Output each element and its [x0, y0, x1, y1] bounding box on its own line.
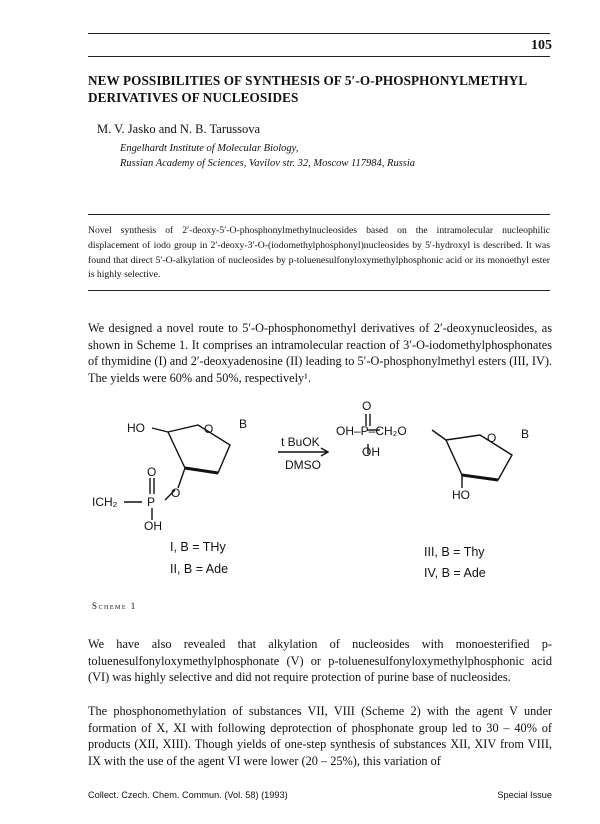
abstract: Novel synthesis of 2′-deoxy-5′-O-phosphonylmethylnucleosides based on the intramolecular nucleophilic displacement of iodo group in 2′-deoxy-3′-O-(iodomethylphosphonyl)nucleosides by 5′-hydroxyl is described. It was found that direct 5′-O-alkylation of nucleosides by p-toluenesulfonyloxymethylphosphonic acid or its monoethyl ester is highly selective.	[88, 225, 550, 281]
compound-label-IV: IV, B = Ade	[424, 566, 486, 580]
atom-po-left: O	[147, 465, 157, 479]
atom-ho-left: HO	[127, 421, 145, 435]
page-number: 105	[531, 38, 552, 53]
scheme-caption: Scheme 1	[92, 601, 137, 611]
footer-journal: Collect. Czech. Chem. Commun. (Vol. 58) (1993)	[88, 790, 288, 800]
paragraph-2: We have also revealed that alkylation of nucleosides with monoesterified p-toluenesulfonyloxymethylphosphonate (V) or p-toluenesulfonyloxymethylphosphonic acid (VI) was highly selective and did not require protection of purine base of nucleosides.	[88, 637, 552, 685]
paper-title: NEW POSSIBILITIES OF SYNTHESIS OF 5′-O-PHOSPHONYLMETHYL DERIVATIVES OF NUCLEOSIDES	[88, 73, 527, 105]
paragraph-3: The phosphonomethylation of substances VII, VIII (Scheme 2) with the agent V under formation of X, XI with following deprotection of phosphonate group led to 30 – 40% of products (XII, XIII). Though yields of one-step synthesis of substances XII, XIV from VIII, IX with the use of the agent VI were lower (20 – 25%), this variation of	[88, 704, 552, 768]
atom-ring-o-left: O	[204, 422, 214, 436]
atom-p-chain-right: OH–P–CH₂O	[336, 424, 407, 438]
affiliation-line-1: Engelhardt Institute of Molecular Biology,	[120, 143, 299, 154]
footer-issue: Special Issue	[497, 790, 552, 800]
affiliation-line-2: Russian Academy of Sciences, Vavilov str. 32, Moscow 117984, Russia	[120, 158, 416, 169]
reagent-tbuok: t BuOK	[281, 435, 320, 449]
atom-po-right: O	[362, 399, 372, 413]
atom-ring-o-right: O	[487, 431, 497, 445]
compound-label-III: III, B = Thy	[424, 545, 485, 559]
reagent-dmso: DMSO	[285, 458, 321, 472]
atom-oh-right: OH	[362, 445, 380, 459]
atom-ho-right: HO	[452, 488, 470, 502]
atom-base-right: B	[521, 427, 530, 441]
atom-oh-left: OH	[144, 519, 162, 533]
compound-label-I: I, B = THy	[170, 540, 226, 554]
atom-ich2-left: ICH₂	[92, 495, 118, 509]
atom-base-left: B	[239, 417, 248, 431]
atom-p-left: P	[147, 495, 156, 509]
compound-label-II: II, B = Ade	[170, 562, 229, 576]
authors: M. V. Jasko and N. B. Tarussova	[97, 122, 261, 136]
paragraph-1: We designed a novel route to 5′-O-phosphonomethyl derivatives of 2′-deoxynucleosides, as shown in Scheme 1. It comprises an intramolecular reaction of 3′-O-iodomethylphosphonates of thymidine (I) and 2′-deoxyadenosine (II) leading to 5′-O-phosphonylmethyl esters (III, IV). The yields were 60% and 50%, respectively¹.	[88, 321, 552, 385]
atom-o3-left: O	[171, 486, 181, 500]
